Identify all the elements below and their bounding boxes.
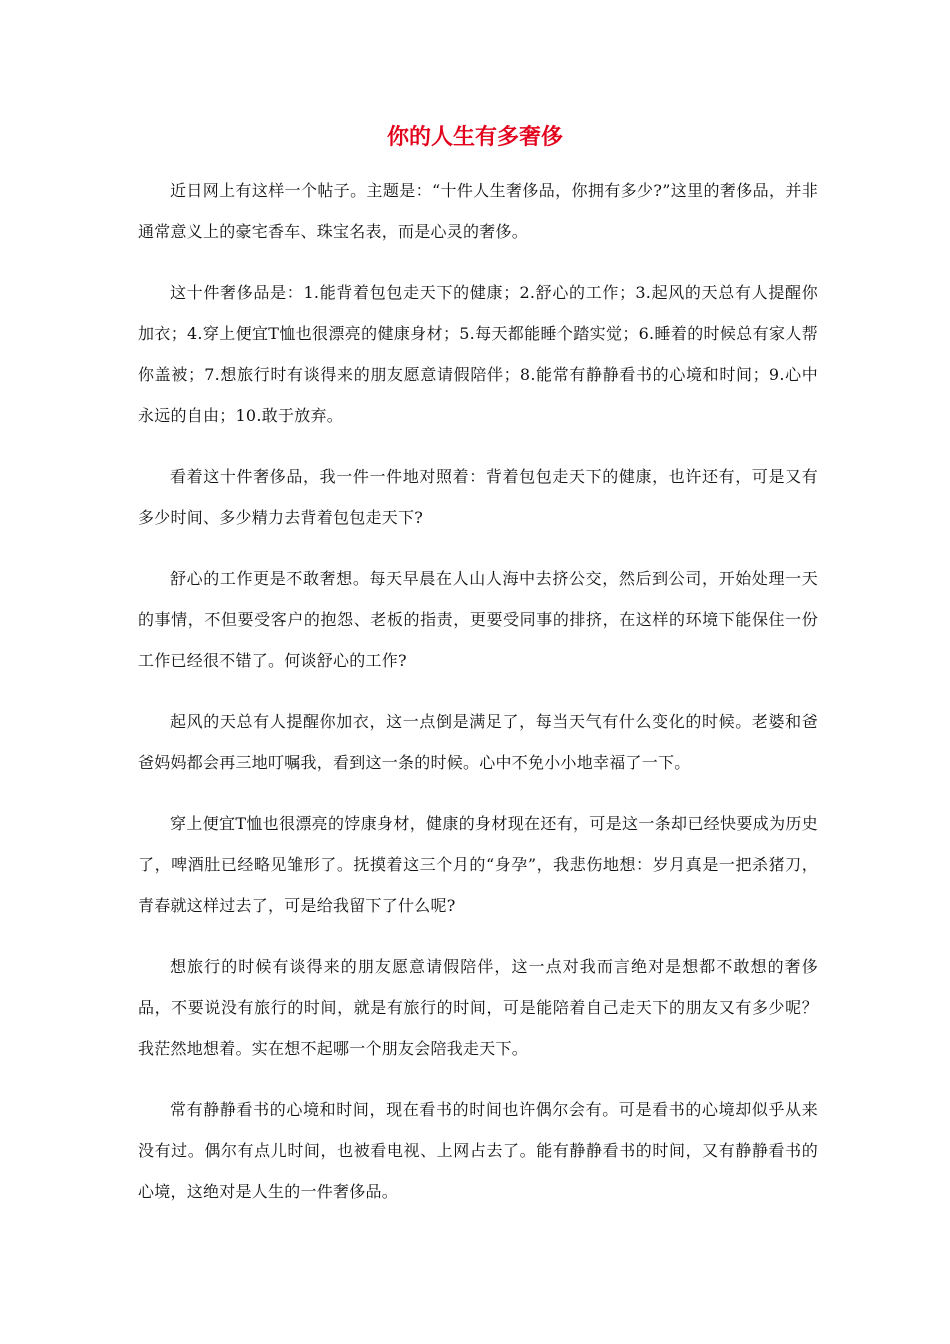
paragraph-travel: 想旅行的时候有谈得来的朋友愿意请假陪伴，这一点对我而言绝对是想都不敢想的奢侈品，不要说没有旅行的时间，就是有旅行的时间，可是能陪着自己走天下的朋友又有多少呢？我茫然地想着。实在想不起哪一个朋友会陪我走天下。	[138, 957, 818, 1058]
paragraph-intro: 近日网上有这样一个帖子。主题是：“十件人生奢侈品，你拥有多少?”这里的奢侈品，并非通常意义上的豪宅香车、珠宝名表，而是心灵的奢侈。	[138, 181, 818, 241]
page-title: 你的人生有多奢侈	[386, 124, 563, 150]
paragraph-work: 舒心的工作更是不敢奢想。每天早晨在人山人海中去挤公交，然后到公司，开始处理一天的事情，不但要受客户的抱怨、老板的指责，更要受同事的排挤，在这样的环境下能保住一份工作已经很不错了。何谈舒心的工作?	[138, 569, 818, 670]
paragraph-health: 看着这十件奢侈品，我一件一件地对照着：背着包包走天下的健康，也许还有，可是又有多少时间、多少精力去背着包包走天下?	[138, 467, 818, 527]
article-body	[138, 170, 818, 1232]
paragraph-clothing-reminder: 起风的天总有人提醒你加衣，这一点倒是满足了，每当天气有什么变化的时候。老婆和爸爸妈妈都会再三地叮嘱我，看到这一条的时候。心中不免小小地幸福了一下。	[138, 712, 818, 772]
paragraph-reading: 常有静静看书的心境和时间，现在看书的时间也许偶尔会有。可是看书的心境却似乎从来没有过。偶尔有点儿时间，也被看电视、上网占去了。能有静静看书的时间，又有静静看书的心境，这绝对是人生的一件奢侈品。	[138, 1100, 818, 1201]
paragraph-ten-luxuries: 这十件奢侈品是：1.能背着包包走天下的健康；2.舒心的工作；3.起风的天总有人提醒你加衣；4.穿上便宜T恤也很漂亮的健康身材；5.每天都能睡个踏实觉；6.睡着的时候总有家人帮你盖被；7.想旅行时有谈得来的朋友愿意请假陪伴；8.能常有静静看书的心境和时间；9.心中永远的自由；10.敢于放弃。	[138, 283, 818, 425]
paragraph-body-shape: 穿上便宜T恤也很漂亮的饽康身材，健康的身材现在还有，可是这一条却已经快要成为历史了，啤酒肚已经略见雏形了。抚摸着这三个月的“身孕”，我悲伤地想：岁月真是一把杀猪刀，青春就这样过去了，可是给我留下了什么呢?	[138, 814, 818, 915]
